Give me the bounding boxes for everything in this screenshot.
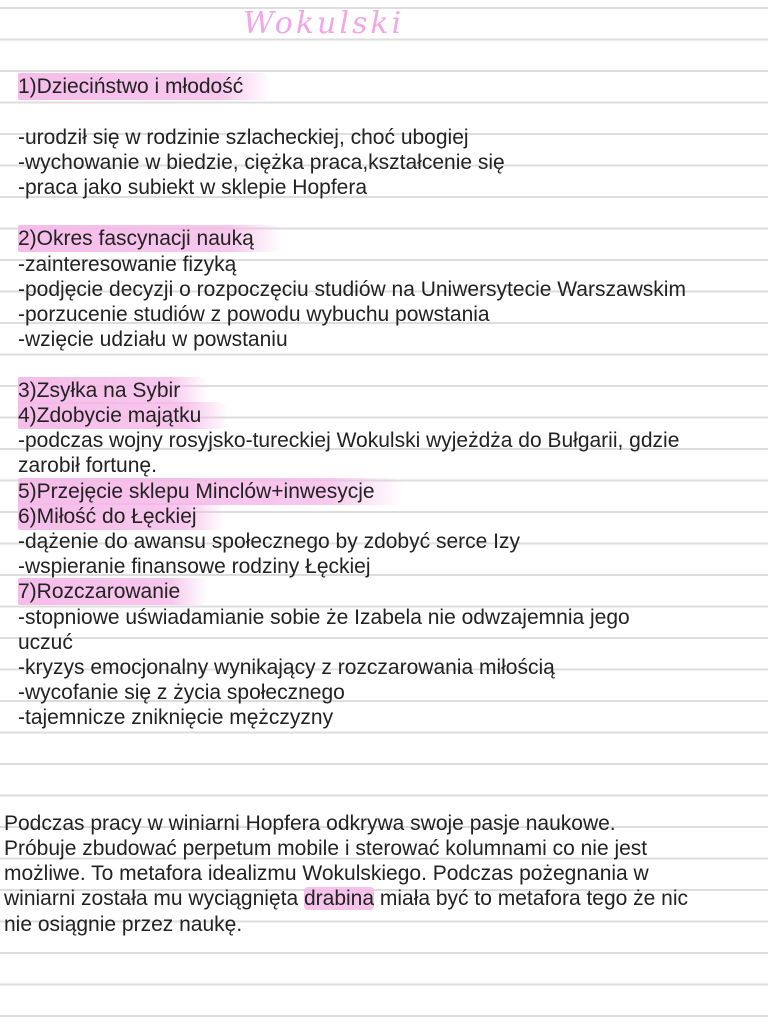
list-item: -wzięcie udziału w powstaniu: [18, 328, 288, 351]
list-item: uczuć: [18, 631, 73, 654]
list-item: -wspieranie finansowe rodziny Łęckiej: [18, 555, 371, 578]
note-line: Próbuje zbudować perpetum mobile i sterować kolumnami co nie jest: [4, 837, 648, 860]
heading-highlight: 3)Zsyłka na Sybir: [18, 377, 208, 404]
heading-highlight: 2)Okres fascynacji nauką: [18, 225, 282, 252]
list-item: -podjęcie decyzji o rozpoczęciu studiów na Uniwersytecie Warszawskim: [18, 278, 686, 301]
list-item: -praca jako subiekt w sklepie Hopfera: [18, 176, 368, 199]
heading-highlight: 7)Rozczarowanie: [18, 578, 208, 605]
list-item: -stopniowe uświadamianie sobie że Izabela nie odwzajemnia jego: [18, 606, 630, 629]
list-item: -wychowanie w biedzie, ciężka praca,kształcenie się: [18, 151, 505, 174]
heading-highlight: 5)Przejęcie sklepu Minclów+inwesycje: [18, 478, 403, 505]
section-heading: [18, 480, 403, 504]
highlighted-word: drabina: [303, 887, 375, 910]
list-item: -porzucenie studiów z powodu wybuchu powstania: [18, 303, 490, 326]
list-item: -zainteresowanie fizyką: [18, 253, 237, 276]
note-line: [4, 887, 688, 911]
list-item: zarobił fortunę.: [18, 454, 157, 477]
heading-highlight: 4)Zdobycie majątku: [18, 402, 229, 429]
section-heading: [18, 227, 282, 251]
heading-highlight: 6)Miłość do Łęckiej: [18, 503, 225, 530]
list-item: -tajemnicze zniknięcie mężczyzny: [18, 706, 334, 729]
page-title: Wokulski: [243, 6, 405, 41]
section-heading: [18, 379, 208, 403]
note-text: winiarni została mu wyciągnięta: [4, 887, 304, 910]
note-line: nie osiągnie przez naukę.: [4, 913, 243, 936]
section-heading: [18, 580, 208, 604]
section-heading: [18, 505, 225, 529]
heading-highlight: 1)Dzieciństwo i młodość: [18, 73, 271, 100]
note-line: możliwe. To metafora idealizmu Wokulskiego. Podczas pożegnania w: [4, 862, 649, 885]
section-heading: [18, 404, 229, 428]
note-line: Podczas pracy w winiarni Hopfera odkrywa swoje pasje naukowe.: [4, 812, 616, 835]
list-item: -wycofanie się z życia społecznego: [18, 681, 345, 704]
section-heading: [18, 75, 271, 99]
list-item: -dążenie do awansu społecznego by zdobyć serce Izy: [18, 530, 520, 553]
list-item: -podczas wojny rosyjsko-tureckiej Wokulski wyjeżdża do Bułgarii, gdzie: [18, 429, 680, 452]
list-item: -kryzys emocjonalny wynikający z rozczarowania miłością: [18, 656, 555, 679]
list-item: -urodził się w rodzinie szlacheckiej, choć ubogiej: [18, 126, 469, 149]
note-text: miała być to metafora tego że nic: [374, 887, 689, 910]
